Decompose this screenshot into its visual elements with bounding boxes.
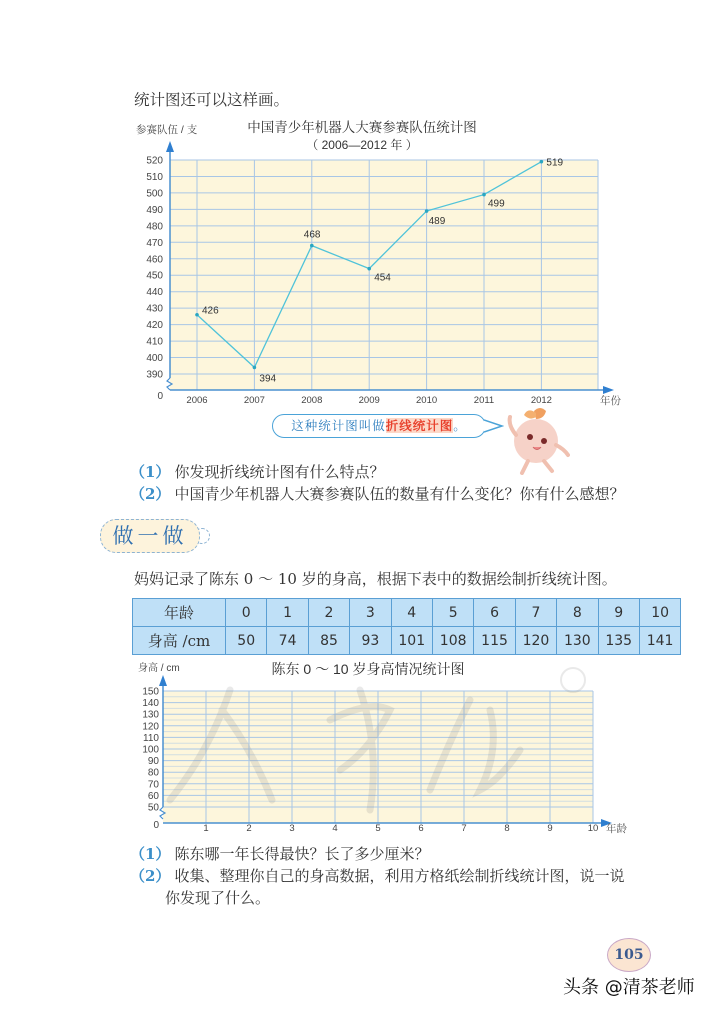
- chart1-title: 中国青少年机器人大赛参赛队伍统计图: [247, 120, 477, 135]
- chart1-data-point: [425, 209, 429, 213]
- chart1-y-tick: 510: [146, 171, 163, 183]
- question-1-2: （2） 中国青少年机器人大赛参赛队伍的数量有什么变化？你有什么感想？: [130, 485, 625, 503]
- chart1-data-point: [253, 366, 257, 370]
- table-header-height: 身高 /cm: [133, 627, 226, 655]
- chart2-x-tick: 2: [246, 823, 252, 834]
- chart1-y-tick: 480: [146, 221, 163, 233]
- chart2-y-tick: 70: [147, 779, 159, 791]
- chart1-y-tick: 500: [146, 188, 163, 200]
- section-badge: 做一做: [100, 519, 200, 553]
- chart1-point-label: 394: [259, 373, 277, 385]
- page-number: 105: [607, 938, 651, 972]
- chart1-data-point: [540, 160, 544, 164]
- chart1-y-tick: 440: [146, 287, 163, 299]
- chart2-y-tick: 100: [142, 744, 159, 756]
- chart2-xlabel: 年龄: [606, 823, 627, 835]
- chart1-y-tick: 520: [146, 155, 163, 167]
- chart1-data-point: [367, 267, 371, 271]
- chart1-y-arrow-icon: [166, 141, 174, 152]
- chart1-data-point: [482, 193, 486, 197]
- question-2-2-cont: 你发现了什么。: [165, 889, 271, 907]
- question-2-2: （2） 收集、整理你自己的身高数据，利用方格纸绘制折线统计图，说一说: [130, 867, 625, 885]
- chart1-y-tick: 420: [146, 320, 163, 332]
- table-header-age: 年龄: [133, 599, 226, 627]
- chart2-y-tick: 130: [142, 709, 159, 721]
- chart2-x-tick: 7: [461, 823, 467, 834]
- chart1-point-label: 426: [202, 305, 219, 317]
- chart1-ylabel: 参赛队伍 / 支: [136, 124, 198, 136]
- chart2-x-tick: 8: [504, 823, 510, 834]
- chart1-y-tick: 410: [146, 336, 163, 348]
- chart1-point-label: 454: [374, 272, 391, 284]
- chart2-x-tick: 6: [418, 823, 424, 834]
- chart1-point-label: 489: [428, 216, 446, 228]
- chart2-y-tick: 80: [147, 767, 159, 779]
- chart1-point-label: 468: [303, 229, 321, 241]
- task-text: 妈妈记录了陈东 0 ～ 10 岁的身高，根据下表中的数据绘制折线统计图。: [134, 570, 617, 588]
- chart1-x-tick: 2012: [530, 395, 552, 406]
- chart2-y-tick: 110: [143, 732, 159, 744]
- table-row-height: 身高 /cm 50 74 85 93 101 108 115 120 130 135 141: [133, 627, 681, 655]
- chart1-y-tick: 490: [146, 204, 163, 216]
- callout-bubble: [272, 414, 486, 438]
- chart2-y-tick: 90: [147, 756, 159, 768]
- chart1-x-arrow-icon: [603, 386, 614, 394]
- chart2-x-tick: 9: [547, 823, 553, 834]
- chart1-y-tick: 400: [146, 353, 163, 365]
- chart1-point-label: 519: [546, 157, 564, 169]
- chart2-ylabel: 身高 / cm: [138, 663, 180, 674]
- chart2-x-tick: 5: [375, 823, 381, 834]
- chart1-x-tick: 2010: [416, 395, 438, 406]
- chart1-point-label: 499: [488, 198, 505, 210]
- question-2-1: （1） 陈东哪一年长得最快？长了多少厘米？: [130, 845, 430, 863]
- callout-prefix: 这种统计图叫做: [291, 418, 386, 433]
- chart2-x-tick: 1: [203, 823, 209, 834]
- chart1-y-tick: 390: [146, 369, 163, 381]
- chart2-x-tick: 3: [289, 823, 295, 834]
- chart1-data-point: [310, 244, 314, 248]
- mascot-icon: [500, 405, 570, 475]
- chart2-origin: 0: [153, 820, 159, 831]
- callout-highlight: 折线统计图: [385, 418, 454, 433]
- height-table: [132, 598, 681, 655]
- chart1-y-tick: 470: [146, 237, 163, 249]
- blank-line-chart-height: [0, 650, 723, 835]
- chart1-data-point: [195, 313, 199, 317]
- chart2-y-tick: 140: [142, 698, 159, 710]
- chart2-y-arrow-icon: [159, 675, 167, 686]
- source-credit: 头条 @清茶老师: [563, 977, 695, 998]
- table-row-age: 年龄 0 1 2 3 4 5 6 7 8 9 10: [133, 599, 681, 627]
- intro-text: 统计图还可以这样画。: [134, 91, 290, 109]
- chart2-title: 陈东 0 ～ 10 岁身高情况统计图: [271, 661, 465, 677]
- chart2-x-tick: 10: [587, 823, 599, 834]
- chart1-xlabel: 年份: [600, 395, 621, 407]
- chart1-x-tick: 2009: [358, 395, 380, 406]
- chart1-y-tick: 460: [146, 254, 163, 266]
- chart1-x-tick: 2011: [473, 395, 495, 406]
- chart1-x-tick: 2007: [243, 395, 265, 406]
- chart2-y-tick: 120: [142, 721, 159, 733]
- chart1-y-tick: 430: [146, 303, 163, 315]
- chart1-origin: 0: [157, 391, 163, 402]
- chart1-x-tick: 2006: [186, 395, 208, 406]
- chart1-y-tick: 450: [146, 270, 163, 282]
- chart2-y-tick: 60: [147, 790, 159, 802]
- chart2-y-tick: 150: [142, 686, 159, 698]
- question-1-1: （1） 你发现折线统计图有什么特点？: [130, 463, 385, 481]
- chart1-x-tick: 2008: [301, 395, 323, 406]
- callout-suffix: 。: [453, 418, 467, 433]
- chart2-y-tick: 50: [147, 802, 159, 814]
- line-chart-robot-teams: [0, 0, 723, 410]
- chart2-x-tick: 4: [332, 823, 338, 834]
- chart1-subtitle: （ 2006—2012 年 ）: [306, 138, 418, 152]
